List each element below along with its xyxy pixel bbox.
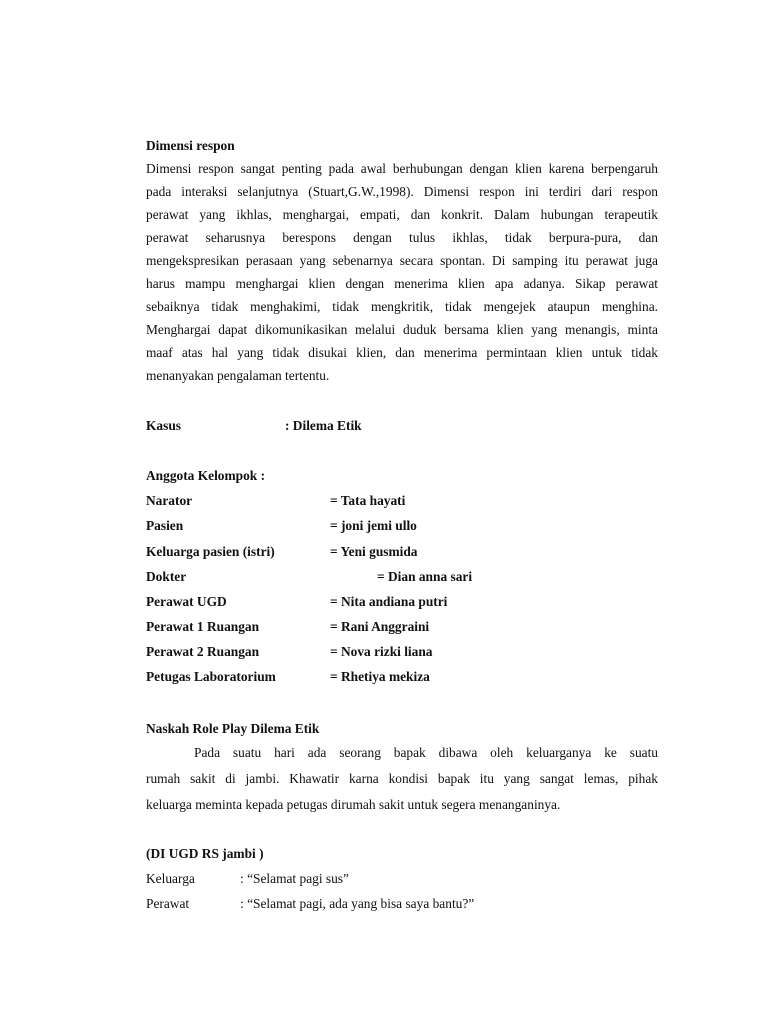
paragraph-line: Pada suatu hari ada seorang bapak dibawa oleh keluarganya ke suatu xyxy=(194,745,658,760)
member-role: Narator xyxy=(146,493,193,508)
paragraph-line: perawat yang ikhlas, menghargai, empati, dan konkrit. Dalam hubungan terapeutik xyxy=(146,207,658,222)
naskah-heading: Naskah Role Play Dilema Etik xyxy=(146,721,320,736)
member-name: = Rani Anggraini xyxy=(330,619,430,634)
member-name: = Dian anna sari xyxy=(377,569,473,584)
section-heading: Dimensi respon xyxy=(146,138,235,153)
member-role: Pasien xyxy=(146,518,184,533)
member-role: Perawat 2 Ruangan xyxy=(146,644,260,659)
paragraph-line: mengekspresikan perasaan yang sebenarnya secara spontan. Di samping itu perawat juga xyxy=(146,253,658,268)
paragraph-line: menanyakan pengalaman tertentu. xyxy=(146,368,330,383)
kasus-label: Kasus xyxy=(146,418,181,433)
member-role: Keluarga pasien (istri) xyxy=(146,544,275,559)
scene-heading: (DI UGD RS jambi ) xyxy=(146,846,264,861)
member-role: Dokter xyxy=(146,569,187,584)
dialog-speaker: Keluarga xyxy=(146,871,195,886)
body-paragraph xyxy=(146,157,658,387)
paragraph-line: maaf atas hal yang tidak disukai klien, dan menerima permintaan klien untuk tidak xyxy=(146,345,658,360)
naskah-paragraph xyxy=(146,740,658,818)
member-name: = Nita andiana putri xyxy=(330,594,448,609)
dialog-line: : “Selamat pagi sus” xyxy=(240,871,349,886)
member-name: = Rhetiya mekiza xyxy=(330,669,430,684)
paragraph-line: Menghargai dapat dikomunikasikan melalui duduk bersama klien yang menangis, minta xyxy=(146,322,658,337)
paragraph-line: sebaiknya tidak menghakimi, tidak mengkritik, tidak mengejek ataupun menghina. xyxy=(146,299,658,314)
paragraph-line: pada interaksi selanjutnya (Stuart,G.W.,1998). Dimensi respon ini terdiri dari respon xyxy=(146,184,658,199)
kasus-value: : Dilema Etik xyxy=(285,418,362,433)
dialog-line: : “Selamat pagi, ada yang bisa saya bantu?” xyxy=(240,896,475,911)
dialog-speaker: Perawat xyxy=(146,896,190,911)
member-role: Perawat 1 Ruangan xyxy=(146,619,260,634)
member-role: Perawat UGD xyxy=(146,594,227,609)
member-name: = Tata hayati xyxy=(330,493,406,508)
member-name: = Yeni gusmida xyxy=(330,544,418,559)
member-name: = Nova rizki liana xyxy=(330,644,433,659)
paragraph-line: perawat seharusnya berespons dengan tulus ikhlas, tidak berpura-pura, dan xyxy=(146,230,658,245)
member-name: = joni jemi ullo xyxy=(330,518,417,533)
paragraph-line: harus mampu menghargai klien dengan menerima klien apa adanya. Sikap perawat xyxy=(146,276,658,291)
paragraph-line: rumah sakit di jambi. Khawatir karna kondisi bapak itu yang sangat lemas, pihak xyxy=(146,771,658,786)
paragraph-line: keluarga meminta kepada petugas dirumah sakit untuk segera menanganinya. xyxy=(146,797,561,812)
member-role: Petugas Laboratorium xyxy=(146,669,276,684)
anggota-heading: Anggota Kelompok : xyxy=(146,468,266,483)
paragraph-line: Dimensi respon sangat penting pada awal berhubungan dengan klien karena berpengaruh xyxy=(146,161,658,176)
